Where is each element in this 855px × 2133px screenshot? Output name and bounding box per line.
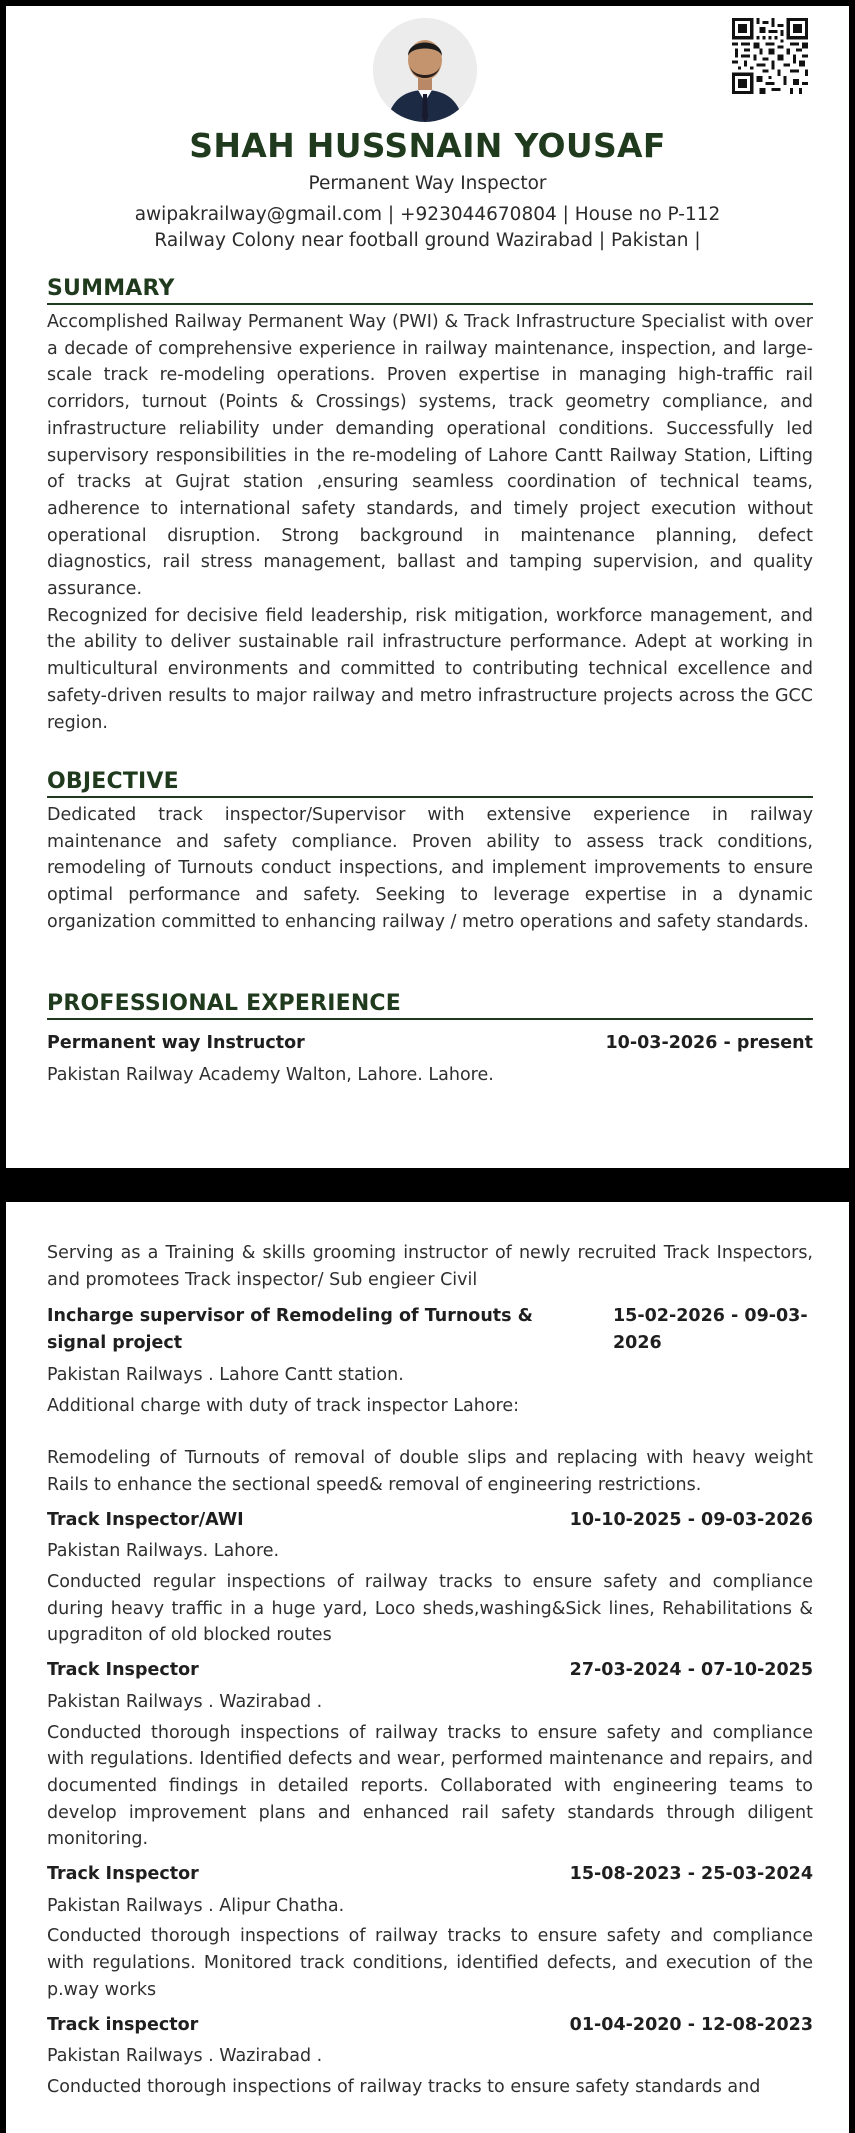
objective-paragraph: Dedicated track inspector/Supervisor with extensive experience in railway maintenance and safety compliance. Proven ability to assess track conditions, remodeling of Turnouts conduct inspections, and implement improvements to ensure optimal performance and safety. Seeking to leverage expertise in a dynamic organization committed to enhancing railway / metro operations and safety standards.: [47, 805, 813, 932]
job-dates: 15-02-2026 - 09-03-2026: [613, 1306, 808, 1354]
job-header: [47, 1657, 813, 1684]
job-role: Incharge supervisor of Remodeling of Turnouts & signal project: [47, 1306, 533, 1354]
job-description: Conducted regular inspections of railway tracks to ensure safety and compliance during heavy traffic in a huge yard, Loco sheds,washing&Sick lines, Rehabilitations & upgraditon of old blocked routes: [47, 1572, 813, 1646]
job-role: Track Inspector: [47, 1864, 199, 1885]
job-role: Permanent way Instructor: [47, 1033, 305, 1053]
job-description: Serving as a Training & skills grooming instructor of newly recruited Track Inspectors, and promotees Track inspector/ Sub engieer Civil: [47, 1243, 813, 1290]
experience-heading: PROFESSIONAL EXPERIENCE: [47, 991, 813, 1020]
job-dates: 10-10-2025 - 09-03-2026: [569, 1509, 813, 1530]
job-additional-charge: Additional charge with duty of track inspector Lahore:: [47, 1395, 520, 1416]
job-role: Track inspector: [47, 2014, 199, 2035]
job-description: Conducted thorough inspections of railway tracks to ensure safety and compliance with regulations. Monitored track conditions, identified defects, and execution of the p.way works: [47, 1926, 813, 2000]
qr-code-icon: [732, 18, 808, 94]
job-organization: Pakistan Railways . Alipur Chatha.: [47, 1895, 345, 1916]
person-icon: [373, 18, 477, 122]
summary-heading: SUMMARY: [47, 276, 813, 305]
job-header: [47, 1507, 813, 1534]
job-dates: 27-03-2024 - 07-10-2025: [569, 1660, 813, 1681]
job-header: [47, 1303, 813, 1356]
job-dates: 10-03-2026 - present: [605, 1033, 813, 1053]
experience-continued: [47, 1240, 813, 2101]
contact-info: [6, 202, 849, 254]
job-dates: 01-04-2020 - 12-08-2023: [569, 2014, 813, 2035]
job-entry: [47, 1507, 813, 1650]
job-description: Conducted thorough inspections of railway tracks to ensure safety standards and: [47, 2076, 761, 2097]
job-entry: [47, 1657, 813, 1853]
job-entry: [47, 1030, 813, 1088]
summary-section: [47, 276, 813, 736]
objective-heading: OBJECTIVE: [47, 769, 813, 798]
experience-section: [47, 991, 813, 1088]
job-entry: [47, 2012, 813, 2101]
job-organization: Pakistan Railways. Lahore.: [47, 1541, 280, 1562]
profile-photo: [373, 18, 477, 122]
contact-line: awipakrailway@gmail.com | +923044670804 | House no P-112: [134, 204, 721, 225]
job-entry: [47, 1303, 813, 1498]
summary-paragraph: Accomplished Railway Permanent Way (PWI) & Track Infrastructure Specialist with over a decade of comprehensive experience in railway maintenance, inspection, and large-scale track re-modeling operations. Proven expertise in managing high-traffic rail corridors, turnout (Points & Crossings) systems, track geometry compliance, and infrastructure reliability under demanding operational conditions. Successfully led supervisory responsibilities in the re-modeling of Lahore Cantt Railway Station, Lifting of tracks at Gujrat station ,ensuring seamless coordination of technical teams, adherence to international safety standards, and timely project execution without operational disruption. Strong background in maintenance planning, defect diagnostics, rail stress management, ballast and tamping supervision, and quality assurance.: [47, 312, 813, 600]
job-description: Conducted thorough inspections of railway tracks to ensure safety and compliance with regulations. Identified defects and wear, performed maintenance and repairs, and documented findings in detailed reports. Collaborated with engineering teams to develop improvement plans and enhanced rail safety standards through diligent monitoring.: [47, 1722, 813, 1850]
job-entry: [47, 1861, 813, 2004]
job-header: [47, 1030, 813, 1057]
job-organization: Pakistan Railways . Wazirabad .: [47, 2046, 323, 2067]
job-role: Track Inspector/AWI: [47, 1509, 244, 1530]
job-description: Remodeling of Turnouts of removal of double slips and replacing with heavy weight Rails to enhance the sectional speed& removal of engineering restrictions.: [47, 1448, 813, 1495]
job-dates: 15-08-2023 - 25-03-2024: [569, 1864, 813, 1885]
resume-page-1: [6, 6, 849, 1168]
resume-page-2: [6, 1202, 849, 2133]
job-role: Track Inspector: [47, 1660, 199, 1681]
address-line: Railway Colony near football ground Wazirabad | Pakistan |: [154, 230, 701, 251]
objective-section: [47, 769, 813, 936]
candidate-name: SHAH HUSSNAIN YOUSAF: [189, 126, 666, 165]
job-title: Permanent Way Inspector: [308, 173, 547, 194]
job-header: [47, 2012, 813, 2039]
job-organization: Pakistan Railways . Lahore Cantt station.: [47, 1364, 404, 1385]
job-organization: Pakistan Railway Academy Walton, Lahore. Lahore.: [47, 1064, 494, 1085]
job-organization: Pakistan Railways . Wazirabad .: [47, 1691, 323, 1712]
summary-paragraph: Recognized for decisive field leadership, risk mitigation, workforce management, and the ability to deliver sustainable rail infrastructure performance. Adept at working in multicultural environments and committed to contributing technical excellence and safety-driven results to major railway and metro infrastructure projects across the GCC region.: [47, 605, 813, 733]
job-header: [47, 1861, 813, 1888]
